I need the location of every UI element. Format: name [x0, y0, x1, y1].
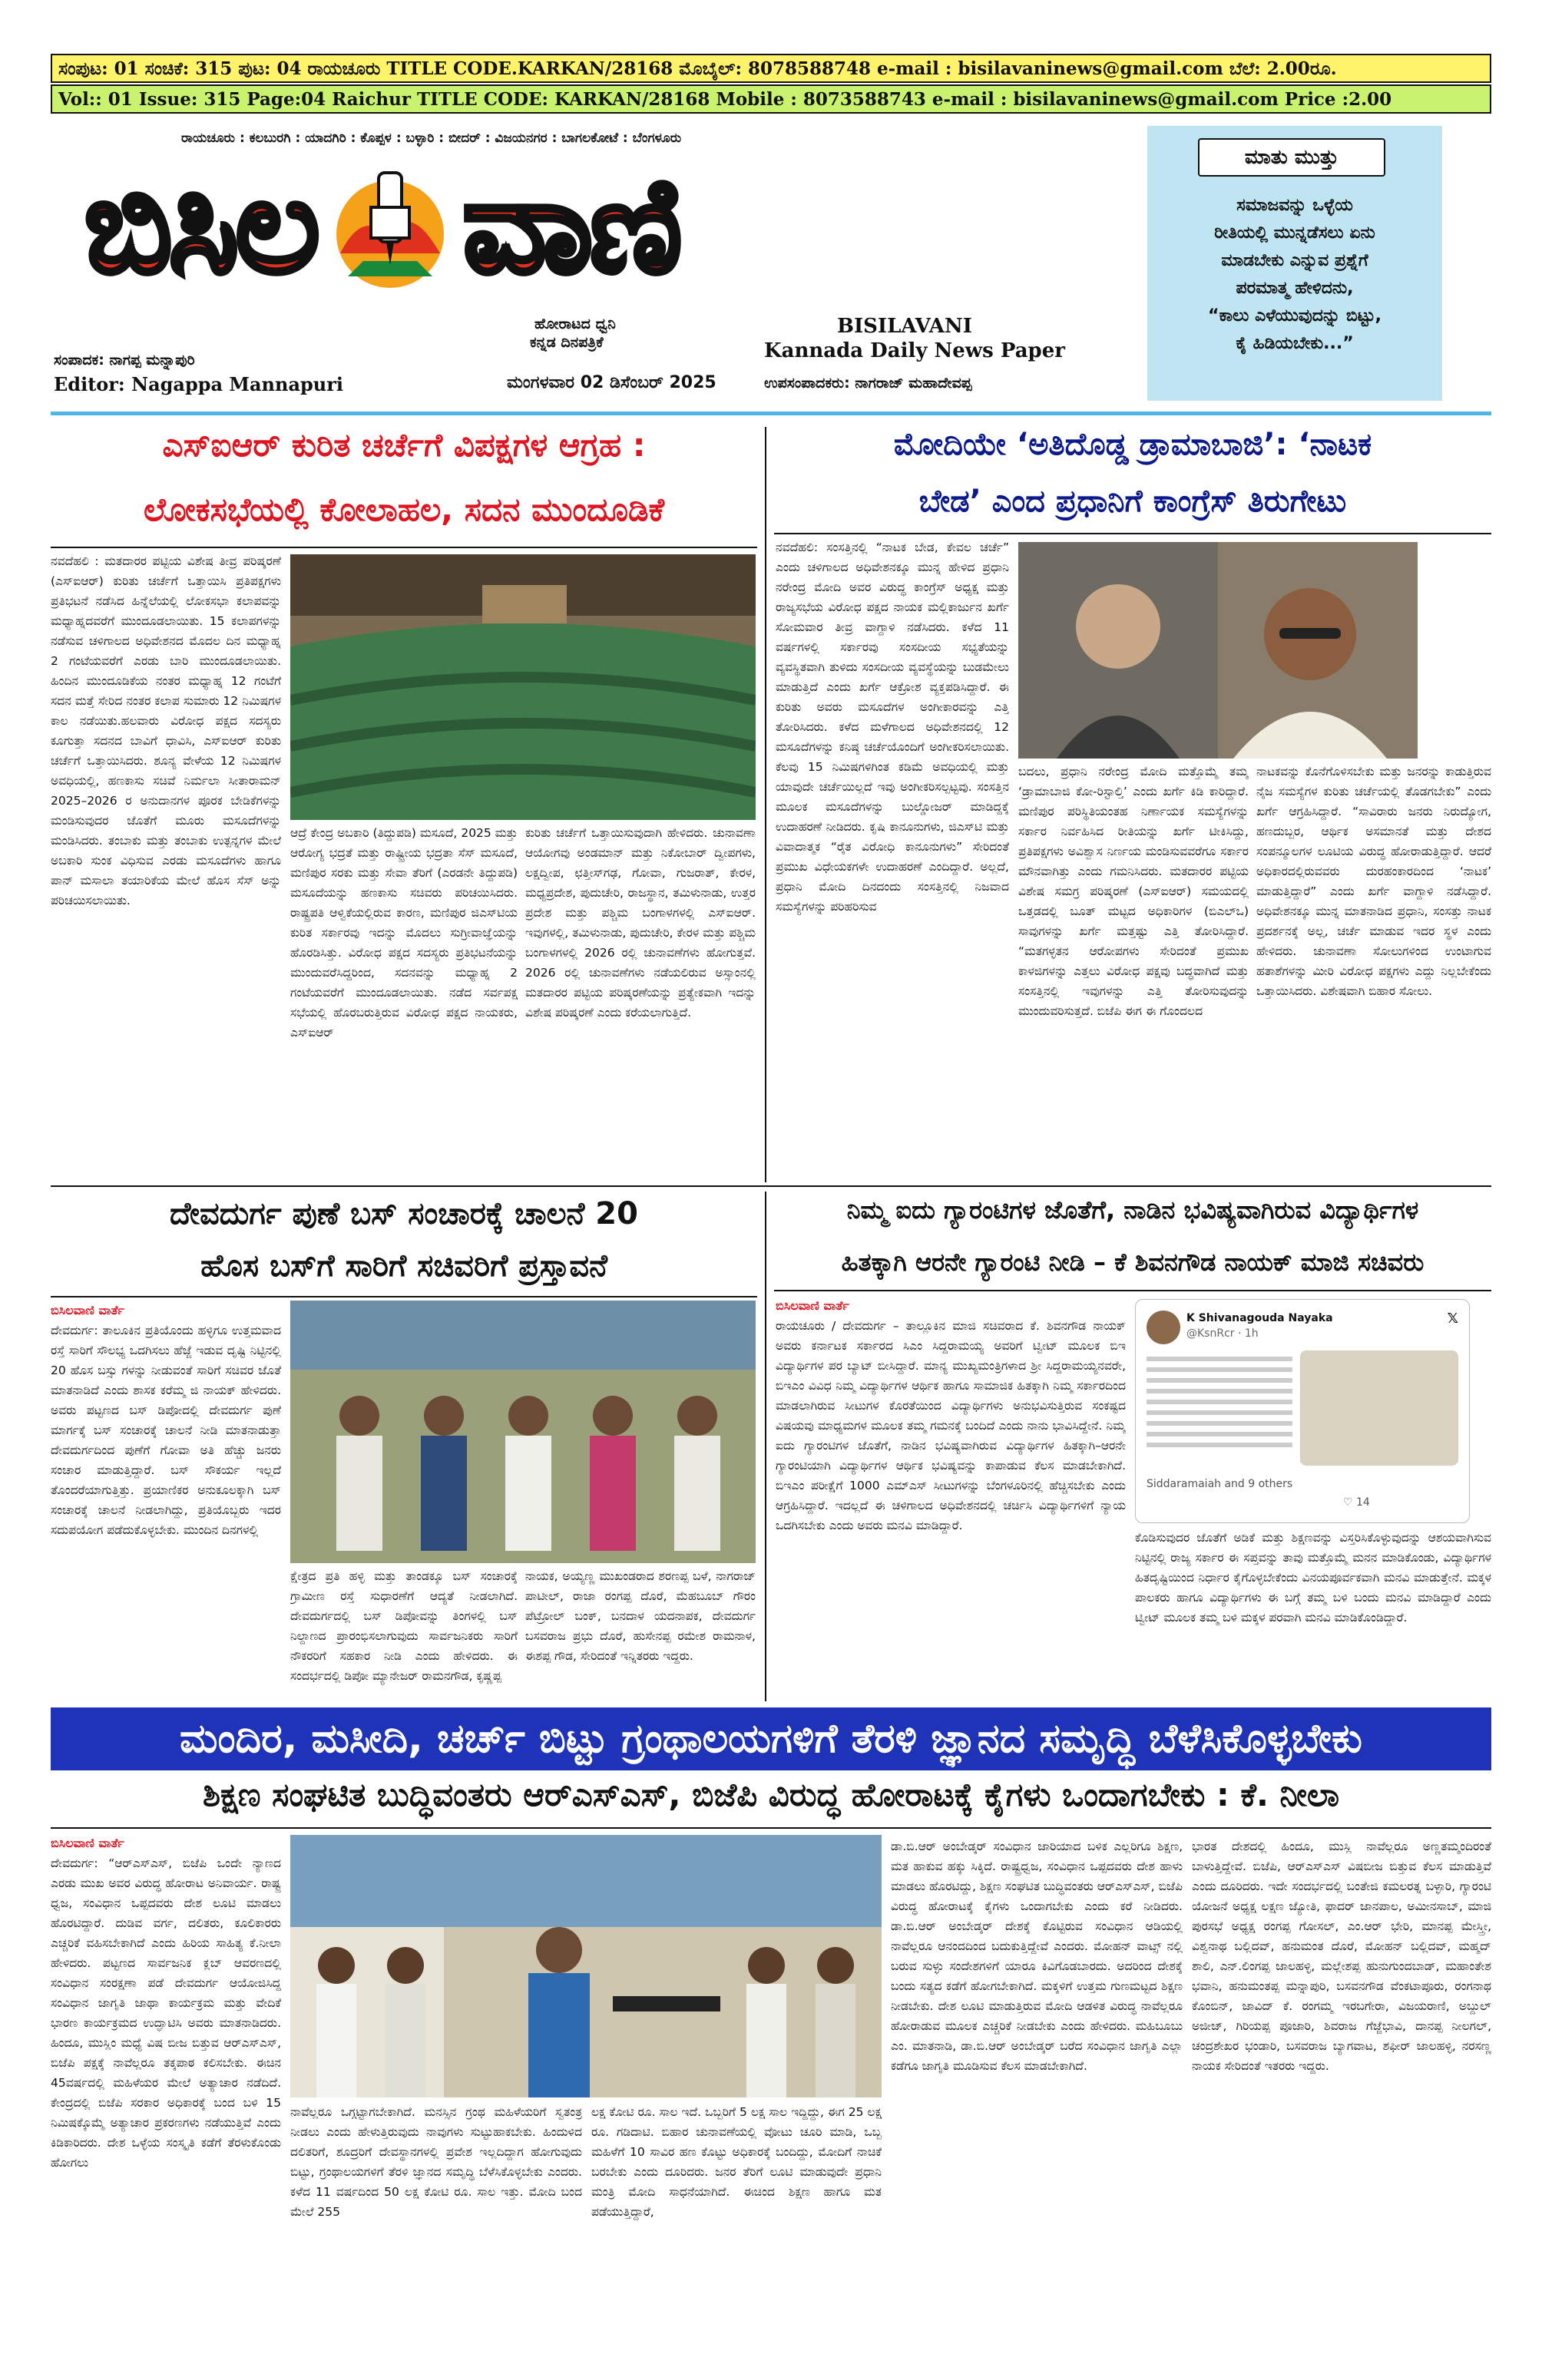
- paper-name-en: BISILAVANI: [837, 315, 972, 338]
- lok-sabha-photo: [290, 554, 756, 820]
- edition-cities: ರಾಯಚೂರು : ಕಲಬುರಗಿ : ಯಾದಗಿರಿ : ಕೊಪ್ಪಳ : ಬಳ್ಳಾರಿ : ಬೀದರ್ : ವಿಜಯನಗರ : ಬಾಗಲಕೋಟೆ : ಬೆಂಗಳೂರು: [181, 131, 682, 146]
- story1-col1: ನವದೆಹಲಿ : ಮತದಾರರ ಪಟ್ಟಿಯ ವಿಶೇಷ ತೀವ್ರ ಪರಿಷ್ಕರಣೆ (ಎಸ್‌ಐಆರ್) ಕುರಿತು ಚರ್ಚೆಗೆ ಒತ್ತಾಯಿಸಿ ಪ್ರತಿಪಕ್ಷಗಳು ಪ್ರತಿಭಟನೆ ನಡೆಸಿದ ಹಿನ್ನೆಲೆಯಲ್ಲಿ ಲೋಕಸಭಾ ಕಲಾಪವನ್ನು ಮಧ್ಯಾಹ್ನದವರೆಗೆ ಮುಂದೂಡಲಾಯಿತು. 15 ಕಲಾಪಗಳನ್ನು ನಡೆಸುವ ಚಳಿಗಾಲದ ಅಧಿವೇಶನದ ಮೊದಲ ದಿನ ಮಧ್ಯಾಹ್ನ 2 ಗಂಟೆಯವರೆಗೆ ಎರಡು ಬಾರಿ ಮುಂದೂಡಲಾಯಿತು. ಹಿಂದಿನ ಮುಂದೂಡಿಕೆಯ ನಂತರ ಮಧ್ಯಾಹ್ನ 12 ಗಂಟೆಗೆ ಸದನ ಮತ್ತೆ ಸೇರಿದ ನಂತರ ಕಲಾಪ ಸುಮಾರು 12 ನಿಮಿಷಗಳ ಕಾಲ ನಡೆಯಿತು.ಹಲವಾರು ವಿರೋಧ ಪಕ್ಷದ ಸದಸ್ಯರು ಕೂಗುತ್ತಾ ಸದನದ ಬಾವಿಗೆ ಧಾವಿಸಿ, ಎಸ್‌ಐಆರ್ ಕುರಿತು ಚರ್ಚೆಗೆ ಒತ್ತಾಯಿಸಿದರು. ಶೂನ್ಯ ವೇಳೆಯ 12 ನಿಮಿಷಗಳ ಅವಧಿಯಲ್ಲಿ, ಹಣಕಾಸು ಸಚಿವೆ ನಿರ್ಮಲಾ ಸೀತಾರಾಮನ್ 2025–2026 ರ ಅನುದಾನಗಳ ಪೂರಕ ಬೇಡಿಕೆಗಳನ್ನು ಮಂಡಿಸುವುದರ ಜೊತೆಗೆ ಮೂರು ಮಸೂದೆಗಳನ್ನು ಮಂಡಿಸಿದರು. ತಂಬಾಕು ಮತ್ತು ತಂಬಾಕು ಉತ್ಪನ್ನಗಳ ಮೇಲೆ ಅಬಕಾರಿ ಸುಂಕ ವಿಧಿಸುವ ಎರಡು ಮಸೂದೆಗಳು ಹಾಗೂ ಪಾನ್ ಮಸಾಲಾ ತಯಾರಿಕೆಯ ಮೇಲೆ ಹೊಸ ಸೆಸ್ ಅನ್ನು ಪರಿಚಯಿಸಲಾಯಿತು.: [51, 554, 281, 907]
- editor-kannada: ಸಂಪಾದಕ: ನಾಗಪ್ಪ ಮನ್ನಾಪುರಿ: [54, 352, 195, 369]
- story4-col1: ರಾಯಚೂರು / ದೇವದುರ್ಗ – ತಾಲ್ಲೂಕಿನ ಮಾಜಿ ಸಚಿವರಾದ ಕೆ. ಶಿವನಗೌಡ ನಾಯಕ್ ಅವರು ಕರ್ನಾಟಕ ಸರ್ಕಾರದ ಸಿಎಂ ಸಿದ್ದರಾಮಯ್ಯ ಅವರಿಗೆ ಟ್ವೀಟ್ ಮೂಲಕ ಬಿಇ ವಿದ್ಯಾರ್ಥಿಗಳ ಪರ ಬ್ಯಾಟ್ ಬೀಸಿದ್ದಾರೆ. ಮಾನ್ಯ ಮುಖ್ಯಮಂತ್ರಿಗಳಾದ ಶ್ರೀ ಸಿದ್ದರಾಮಯ್ಯನವರೇ, ಬಿಇಎಂ ವಿವಿಧ ನಿಮ್ಮ ವಿದ್ಯಾರ್ಥಿಗಳ ಆರ್ಥಿಕ ಹಾಗೂ ಸಾಮಾಜಿಕ ಹಿತಕ್ಕಾಗಿ ನಿಮ್ಮ ಸರ್ಕಾರದಿಂದ ಮಾಡಲಾಗಿರುವ ಸೀಟುಗಳ ಕೊರತೆಯಿಂದ ವಿದ್ಯಾರ್ಥಿಗಳು ಅನುಭವಿಸುತ್ತಿರುವ ಸಂಕಷ್ಟದ ವಿಷಯವು ಮಾಧ್ಯಮಗಳ ಮೂಲಕ ತಮ್ಮ ಗಮನಕ್ಕೆ ಬಂದಿದೆ ಎಂದು ನಾನು ಭಾವಿಸಿದ್ದೇನೆ. ನಿಮ್ಮ ಐದು ಗ್ಯಾರಂಟಿಗಳ ಜೊತೆಗೆ, ನಾಡಿನ ಭವಿಷ್ಯವಾಗಿರುವ ವಿದ್ಯಾರ್ಥಿಗಳ ಹಿತಕ್ಕಾಗಿ–ಆರನೇ ಗ್ಯಾರಂಟಿಯಾಗಿ ವಿದ್ಯಾರ್ಥಿಗಳ ಆರ್ಥಿಕ ಭವಿಷ್ಯವನ್ನು ಕಾಪಾಡುವ ಕೆಲಸ ಮಾಡಬೇಕಾಗಿದೆ. ಬಿಇಎಂ ಪರೀಕ್ಷೆಗೆ 1000 ಎಮ್‌ಎಸ್ ಸೀಟುಗಳನ್ನು ಬೆಂಗಳೂರಿನಲ್ಲಿ ಹೆಚ್ಚಿಸಬೇಕು ಎಂದು ಆಗ್ರಹಿಸಿದ್ದಾರೆ. ಇದಲ್ಲದೆ ಈ ಚಳಿಗಾಲದ ಅಧಿವೇಶನದಲ್ಲಿ ಚರ್ಚಿಸಿ ವಿದ್ಯಾರ್ಥಿಗಳಿಗೆ ನ್ಯಾಯ ಒದಗಿಸಬೇಕು ಎಂದು ಅವರು ಮನವಿ ಮಾಡಿದ್ದಾರೆ.: [776, 1319, 1126, 1532]
- quote-line: ಕೈ ಹಿಡಿಯಬೇಕು...”: [1236, 334, 1354, 353]
- story2-headline2: ಬೇಡ’ ಎಂದ ಪ್ರಧಾನಿಗೆ ಕಾಂಗ್ರೆಸ್ ತಿರುಗೇಟು: [918, 484, 1347, 519]
- speaker-event-icon: [290, 1835, 882, 2097]
- kharge-jairam-photo: [1018, 542, 1418, 759]
- story5-byline: ಬಿಸಿಲವಾಣಿ ವಾರ್ತೆ: [51, 1836, 124, 1850]
- story2-rule: [774, 533, 1491, 534]
- story5-rule: [51, 1827, 1491, 1829]
- story5-headline: ಶಿಕ್ಷಣ ಸಂಘಟಿತ ಬುದ್ಧಿವಂತರು ಆರ್‌ಎಸ್‌ಎಸ್, ಬಿಜೆಪಿ ವಿರುದ್ಧ ಹೋರಾಟಕ್ಕೆ ಕೈಗಳು ಒಂದಾಗಬೇಕು : ಕೆ. ನೀಲಾ: [202, 1776, 1340, 1813]
- story1-rule: [51, 547, 757, 548]
- story5-col4: ಡಾ.ಬಿ.ಆರ್ ಅಂಬೇಡ್ಕರ್ ಸಂವಿಧಾನ ಜಾರಿಯಾದ ಬಳಿಕ ಎಲ್ಲರಿಗೂ ಶಿಕ್ಷಣ, ಮತ ಹಾಕುವ ಹಕ್ಕು ಸಿಕ್ಕಿದೆ. ರಾಷ್ಟ್ರಧ್ವಜ, ಸಂವಿಧಾನ ಒಪ್ಪದವರು ದೇಶ ಹಾಳು ಮಾಡಲು ಹೊರಟಿದ್ದು, ಶಿಕ್ಷಣ ಸಂಘಟಿತ ಬುದ್ಧಿವಂತರು ಆರ್‌ಎಸ್‌ಎಸ್, ಬಿಜೆಪಿ ವಿರುದ್ಧ ಹೋರಾಟಕ್ಕೆ ಕೈಗಳು ಒಂದಾಗಬೇಕು ಎಂದು ಕರೆ ನೀಡಿದರು. ಡಾ.ಬಿ.ಆರ್ ಅಂಬೇಡ್ಕರ್ ದೇಶಕ್ಕೆ ಕೊಟ್ಟಿರುವ ಸಂವಿಧಾನ ಆಡಿಯಲ್ಲಿ ನಾವೆಲ್ಲರೂ ಆನಂದದಿಂದ ಬದುಕುತ್ತಿದ್ದೇವೆ ಎಂದರು. ಮೋಹನ್ ವಾಟ್ಸ್ ನಲ್ಲಿ ಬರುವ ಸುಳ್ಳು ಸಂದೇಶಗಳಿಗೆ ಯಾರೂ ಕಿವಿಗೊಡಬಾರದು. ಅದರಿಂದ ದೇಶಕ್ಕೆ ಬಂದು ಸತ್ಯದ ಕಡೆಗೆ ಹೋಗಬೇಕಾಗಿದೆ. ಮಕ್ಕಳಿಗೆ ಉತ್ತಮ ಗುಣಮಟ್ಟದ ಶಿಕ್ಷಣ ನೀಡಬೇಕು. ದೇಶ ಲೂಟಿ ಮಾಡುತ್ತಿರುವ ಮೋದಿ ಆಡಳಿತ ವಿರುದ್ಧ ನಾವೆಲ್ಲರೂ ಹೋರಾಡುವ ಮೂಲಕ ಎಚ್ಚರಿಕೆ ನೀಡಬೇಕು ಎಂದು ಹೇಳಿದರು. ಮಹಿಬೂಬು ಎಂ. ಮಾತನಾಡಿ, ಡಾ.ಬಿ.ಆರ್ ಅಂಬೇಡ್ಕರ್ ಬರೆದ ಸಂವಿಧಾನ ಜಾಗೃತಿ ಎಲ್ಲಾ ಕಡೆಗೂ ಜಾಗೃತಿ ಮೂಡಿಸುವ ಕೆಲಸ ಮಾಡಬೇಕಾಗಿದೆ.: [891, 1840, 1183, 2073]
- tagline-line1: ಹೋರಾಟದ ಧ್ವನಿ: [534, 316, 616, 332]
- like-count: ♡ 14: [1343, 1496, 1370, 1509]
- quote-line: ಮಾಡಬೇಕು ಎನ್ನುವ ಪ್ರಶ್ನೆಗೆ: [1221, 251, 1368, 270]
- quote-title: ಮಾತು ಮುತ್ತು: [1198, 138, 1385, 177]
- avatar: [1147, 1311, 1180, 1344]
- tweet-author: K Shivanagouda Nayaka: [1186, 1312, 1333, 1324]
- story3-rule: [51, 1296, 757, 1297]
- story3-byline: ಬಿಸಿಲವಾಣಿ ವಾರ್ತೆ: [51, 1303, 124, 1317]
- story1-col2: ಆದ್ರೆ ಕೇಂದ್ರ ಅಬಕಾರಿ (ತಿದ್ದುಪಡಿ) ಮಸೂದೆ, 2025 ಮತ್ತು ಆರೋಗ್ಯ ಭದ್ರತೆ ಮತ್ತು ರಾಷ್ಟ್ರೀಯ ಭದ್ರತಾ ಸೆಸ್ ಮಸೂದೆ, ಮಣಿಪುರ ಸರಕು ಮತ್ತು ಸೇವಾ ತೆರಿಗೆ (ಎರಡನೇ ತಿದ್ದುಪಡಿ) ಮಸೂದೆಯನ್ನು ಹಣಕಾಸು ಸಚಿವರು ಪರಿಚಯಿಸಿದರು. ರಾಷ್ಟ್ರಪತಿ ಆಳ್ವಿಕೆಯಲ್ಲಿರುವ ಕಾರಣ, ಮಣಿಪುರ ಜಿಎಸ್‌ಟಿಯ ಕುರಿತ ಸರ್ಕಾರವು ಇದನ್ನು ಮೊದಲು ಸುಗ್ರೀವಾಜ್ಞೆಯನ್ನು ಹೊರಡಿಸಿತ್ತು. ವಿರೋಧ ಪಕ್ಷದ ಸದಸ್ಯರು ಪ್ರತಿಭಟನೆಯನ್ನು ಮುಂದುವರೆಸಿದ್ದರಿಂದ, ಸದನವನ್ನು ಮಧ್ಯಾಹ್ನ 2 ಗಂಟೆಯವರೆಗೆ ಮುಂದೂಡಲಾಯಿತು. ನಡೆದ ಸರ್ವಪಕ್ಷ ಸಭೆಯಲ್ಲಿ ಹೊರಬರುತ್ತಿರುವ ವಿರೋಧ ಪಕ್ಷದ ನಾಯಕರು, ಎಸ್‌ಐಆರ್: [290, 826, 518, 1040]
- bus-launch-photo: [290, 1301, 756, 1563]
- story3-col3: ನಾಯಕ, ಅಯ್ಯಣ್ಣ ಮುಖಂಡರಾದ ಶರಣಪ್ಪ ಬಳೆ, ನಾಗರಾಜ್ ಪಾಟೀಲ್, ರಾಜಾ ರಂಗಪ್ಪ ದೊರೆ, ಮೆಹಬೂಬ್ ಗೌರಂ ಪೆಟ್ರೋಲ್ ಬಂಕ್, ಬನದಾಳ ಯದನಾಪಕ, ದೇವದುರ್ಗ ಬಸವರಾಜ ಪ್ರಭು ದೊರೆ, ಹುಸೇನಪ್ಪ ರಮೇಶ ರಾಮನಾಳ, ಈಶಪ್ಪ ಗೌಡ, ಸೇರಿದಂತೆ ಇನ್ನಿತರರು ಇದ್ದರು.: [525, 1569, 756, 1663]
- story4-headline2: ಹಿತಕ್ಕಾಗಿ ಆರನೇ ಗ್ಯಾರಂಟಿ ನೀಡಿ – ಕೆ ಶಿವನಗೌಡ ನಾಯಕ್ ಮಾಜಿ ಸಚಿವರು: [841, 1248, 1425, 1277]
- issue-date: ಮಂಗಳವಾರ 02 ಡಿಸೆಂಬರ್ 2025: [507, 373, 716, 392]
- story4-headline1: ನಿಮ್ಮ ಐದು ಗ್ಯಾರಂಟಿಗಳ ಜೊತೆಗೆ, ನಾಡಿನ ಭವಿಷ್ಯವಾಗಿರುವ ವಿದ್ಯಾರ್ಥಿಗಳ: [846, 1195, 1419, 1225]
- story1-headline1: ಎಸ್‌ಐಆರ್ ಕುರಿತ ಚರ್ಚೆಗೆ ವಿಪಕ್ಷಗಳ ಆಗ್ರಹ :: [162, 426, 646, 464]
- story3-col1: ದೇವದುರ್ಗ: ತಾಲೂಕಿನ ಪ್ರತಿಯೊಂದು ಹಳ್ಳಿಗೂ ಉತ್ತಮವಾದ ರಸ್ತೆ ಸಾರಿಗೆ ಸೌಲಭ್ಯ ಒದಗಿಸಲು ಹೆಜ್ಜೆ ಇಡುವ ದೃಷ್ಟಿ ನಿಟ್ಟಿನಲ್ಲಿ 20 ಹೊಸ ಬಸ್ಸು ಗಳನ್ನು ನೀಡುವಂತೆ ಸಾರಿಗೆ ಸಚಿವರ ಜೊತೆ ಮಾತನಾಡಿದೆ ಎಂದು ಶಾಸಕ ಕರೆಮ್ಮ ಜಿ ನಾಯಕ್ ಹೇಳಿದರು. ಅವರು ಪಟ್ಟಣದ ಬಸ್ ಡಿಪೋದಲ್ಲಿ ದೇವದುರ್ಗ ಪುಣೆ ಮಾರ್ಗಕ್ಕೆ ಬಸ್ ಸಂಚಾರಕ್ಕೆ ಚಾಲನೆ ನೀಡಿ ಮಾತನಾಡುತ್ತಾ ದೇವದುರ್ಗದಿಂದ ಪುಣೆಗೆ ಗೋವಾ ಅತಿ ಹೆಚ್ಚು ಜನರು ಸಂಚಾರ ಮಾಡುತ್ತಿದ್ದಾರೆ. ಬಸ್ ಸೌಕರ್ಯ ಇಲ್ಲದೆ ತೊಂದರೆಯಾಗುತ್ತಿತ್ತು. ಪ್ರಯಾಣಿಕರ ಅನುಕೂಲಕ್ಕಾಗಿ ಬಸ್ ಸಂಚಾರಕ್ಕೆ ಚಾಲನೆ ನೀಡಲಾಗಿದ್ದು, ಪ್ರತಿಯೊಬ್ಬರು ಇದರ ಸದುಪಯೋಗ ಪಡೆದುಕೊಳ್ಳಬೇಕು. ಮುಂದಿನ ದಿನಗಳಲ್ಲಿ: [51, 1324, 281, 1537]
- story2-col3: ನಾಟಕವನ್ನು ಕೊನೆಗೊಳಿಸಬೇಕು ಮತ್ತು ಜನರನ್ನು ಕಾಡುತ್ತಿರುವ ನೈಜ ಸಮಸ್ಯೆಗಳ ಕುರಿತು ಚರ್ಚೆಯಲ್ಲಿ ತೊಡಗಬೇಕು” ಎಂದು ಖರ್ಗೆ ಆಗ್ರಹಿಸಿದ್ದಾರೆ. “ಸಾವಿರಾರು ಜನರು ನಿರುದ್ಯೋಗ, ಹಣದುಬ್ಬರ, ಆರ್ಥಿಕ ಅಸಮಾನತೆ ಮತ್ತು ದೇಶದ ಸಂಪನ್ಮೂಲಗಳ ಲೂಟಿಯ ವಿರುದ್ಧ ಹೋರಾಡುತ್ತಿದ್ದಾರೆ. ಆದರೆ ಅಧಿಕಾರದಲ್ಲಿರುವವರು ದುರಹಂಕಾರದಿಂದ ‘ನಾಟಕ’ ಮಾಡುತ್ತಿದ್ದಾರೆ” ಎಂದು ಖರ್ಗೆ ವಾಗ್ದಾಳಿ ನಡೆಸಿದ್ದಾರೆ. ಅಧಿವೇಶನಕ್ಕೂ ಮುನ್ನ ಮಾತನಾಡಿದ ಪ್ರಧಾನಿ, ಸಂಸತ್ತು ನಾಟಕ ಪ್ರದರ್ಶನಕ್ಕೆ ಅಲ್ಲ, ಚರ್ಚೆ ಮಾಡುವ ಇದರ ಸ್ಥಳ ಎಂದು ಹೇಳಿದರು. ಚುನಾವಣಾ ಸೋಲುಗಳಿಂದ ಉಂಟಾಗುವ ಹತಾಶೆಗಳನ್ನು ಮೀರಿ ವಿರೋಧ ಪಕ್ಷಗಳು ಎದ್ದು ನಿಲ್ಲಬೇಕೆಂದು ಒತ್ತಾಯಿಸಿದರು. ವಿಶೇಷವಾಗಿ ಬಿಹಾರ ಸೋಲು.: [1256, 765, 1491, 998]
- editor-english: Editor: Nagappa Mannapuri: [54, 373, 343, 395]
- masthead-title-right: ವಾಣಿ: [462, 150, 680, 302]
- quote-line: ಪರಮಾತ್ಮ ಹೇಳಿದನು,: [1236, 279, 1354, 298]
- masthead-title-left: ಬಿಸಿಲ: [84, 150, 317, 302]
- tagline-line2: ಕನ್ನಡ ದಿನಪತ್ರಿಕೆ: [530, 334, 604, 351]
- story5-col2: ನಾವೆಲ್ಲರೂ ಒಗ್ಗಟ್ಟಾಗಬೇಕಾಗಿದೆ. ಮನಸ್ಸಿನ ಗ್ರಂಥ ಮಹಿಳೆಯರಿಗೆ ಸ್ವತಂತ್ರ ನೀಡಲು ಎಂದು ಹೇಳುತ್ತಿರುವುದು ನಾವುಗಳು ಸುಟ್ಟುಹಾಕಬೇಕು. ಹಿಂದುಳಿದ ದಲಿತರಿಗೆ, ಶೂದ್ರರಿಗೆ ದೇವಸ್ಥಾನಗಳಲ್ಲಿ ಪ್ರವೇಶ ಇಲ್ಲದಿದ್ದಾಗ ಹೋಗುವುದು ಬಿಟ್ಟು, ಗ್ರಂಥಾಲಯಗಳಿಗೆ ತೆರಳಿ ಜ್ಞಾನದ ಸಮೃದ್ಧಿ ಬೆಳೆಸಿಕೊಳ್ಳಬೇಕು ಎಂದರು. ಕಳೆದ 11 ವರ್ಷದಿಂದ 50 ಲಕ್ಷ ಕೋಟಿ ರೂ. ಸಾಲ ಇತ್ತು. ಮೋದಿ ಬಂದ ಮೇಲೆ 255: [290, 2105, 582, 2219]
- story2-headline1: ಮೋದಿಯೇ ‘ಅತಿದೊಡ್ಡ ಡ್ರಾಮಾಬಾಜಿ’: ‘ನಾಟಕ: [893, 427, 1372, 462]
- story3-col2: ಕ್ಷೇತ್ರದ ಪ್ರತಿ ಹಳ್ಳಿ ಮತ್ತು ತಾಂಡಕ್ಕೂ ಬಸ್ ಸಂಚಾರಕ್ಕೆ ಗ್ರಾಮೀಣ ರಸ್ತೆ ಸುಧಾರಣೆಗೆ ಆದ್ಯತೆ ನೀಡಲಾಗಿದೆ. ದೇವದುರ್ಗದಲ್ಲಿ ಬಸ್ ಡಿಪೋವನ್ನು ತಿಂಗಳಲ್ಲಿ ಬಸ್ ನಿಲ್ದಾಣದ ಪ್ರಾರಂಭಿಸಲಾಗುವುದು ಸಾರ್ವಜನಿಕರು ಸಾರಿಗೆ ನೌಕರರಿಗೆ ಸಹಕಾರ ನೀಡಿ ಎಂದು ಹೇಳಿದರು. ಈ ಸಂದರ್ಭದಲ್ಲಿ ಡಿಪೋ ಮ್ಯಾನೇಜರ್ ರಾಮನಗೌಡ, ಕೃಷ್ಣಪ್ಪ: [290, 1569, 518, 1683]
- story2-col2: ಬದಲು, ಪ್ರಧಾನಿ ನರೇಂದ್ರ ಮೋದಿ ಮತ್ತೊಮ್ಮೆ ತಮ್ಮ ‘ಡ್ರಾಮಾಬಾಜಿ ಕೋ-ರಿಸ್ಟಾಲ್ತಿ’ ಎಂದು ಖರ್ಗೆ ಕಿಡಿ ಕಾರಿದ್ದಾರೆ. ಮಣಿಪುರ ಪರಿಸ್ಥಿತಿಯಂತಹ ನಿರ್ಣಾಯಕ ಸಮಸ್ಯೆಗಳನ್ನು ಸರ್ಕಾರ ನಿರ್ವಹಿಸಿದ ರೀತಿಯನ್ನು ಖರ್ಗೆ ಟೀಕಿಸಿದ್ದು, ಪ್ರತಿಪಕ್ಷಗಳು ಅವಿಶ್ವಾಸ ನಿರ್ಣಯ ಮಂಡಿಸುವವರೆಗೂ ಸರ್ಕಾರ ಮೌನವಾಗಿತ್ತು ಎಂದು ಗಮನಿಸಿದರು. ಮತದಾರರ ಪಟ್ಟಿಯ ವಿಶೇಷ ಸಮಗ್ರ ಪರಿಷ್ಕರಣೆ (ಎಸ್‌ಐಆರ್) ಸಮಯದಲ್ಲಿ ಒತ್ತಡದಲ್ಲಿ ಬೂತ್ ಮಟ್ಟದ ಅಧಿಕಾರಿಗಳ (ಬಿಎಲ್‌ಒ) ಸಾವುಗಳನ್ನು ಖರ್ಗೆ ಮತ್ತಷ್ಟು ಎತ್ತಿ ತೋರಿಸಿದ್ದಾರೆ. “ಮತಗಳ್ಳತನ ಆರೋಪಗಳು ಸೇರಿದಂತೆ ಪ್ರಮುಖ ಕಾಳಜಿಗಳನ್ನು ಎತ್ತಲು ವಿರೋಧ ಪಕ್ಷವು ಬದ್ಧವಾಗಿದೆ ಮತ್ತು ಸಂಸತ್ತಿನಲ್ಲಿ ಇವುಗಳನ್ನು ಎತ್ತಿ ತೋರಿಸುವುದನ್ನು ಮುಂದುವರಿಸುತ್ತದೆ. ಬಿಜೆಪಿ ಈಗ ಈ ಗೊಂದಲದ: [1018, 765, 1249, 1018]
- tweet-text-lines: [1147, 1350, 1292, 1466]
- story5-col5: ಭಾರತ ದೇಶದಲ್ಲಿ ಹಿಂದೂ, ಮುಸ್ಲಿ ನಾವೆಲ್ಲರೂ ಅಣ್ಣತಮ್ಮಂದಿರಂತೆ ಬಾಳುತ್ತಿದ್ದೇವೆ. ಬಿಜೆಪಿ, ಆರ್‌ಎಸ್‌ಎಸ್ ವಿಷಬೀಜ ಬಿತ್ತುವ ಕೆಲಸ ಮಾಡುತ್ತಿವೆ ಎಂದು ದೂರಿದರು. ಇದೇ ಸಂದರ್ಭದಲ್ಲಿ ಬಂತೇಜಿ ಕಮಲರತ್ನ ಬಳ್ಳಾರಿ, ಗ್ಯಾರಂಟಿ ಯೋಜನೆ ಅಧ್ಯಕ್ಷ ಲಕ್ಷಣ ಜ್ಯೋತಿ, ಫಾದರ್ ಜಾನಪಾಲ, ಅಮೀನಸಾಬ್, ಮಾಜಿ ಪುರಸಭೆ ಅಧ್ಯಕ್ಷ ರಂಗಪ್ಪ ಗೋಸಲ್, ಎಂ.ಆರ್ ಭೇರಿ, ಮಾನಪ್ಪ ಮೇಸ್ತ್ರೀ, ವಿಶ್ವನಾಥ ಬಲ್ಲಿದವ್, ಹನುಮಂತ ದೊರೆ, ಮೋಹನ್ ಬಲ್ಲಿದವ್, ಮಹ್ಮದ್ ಶಾಲಿ, ಎನ್.ಲಿಂಗಪ್ಪ ಜಾಲಹಳ್ಳಿ, ಮಲ್ಲೇಶಪ್ಪ ಹುನುಗುಂದಬಾಡ್, ಮಹಾಂತೇಶ ಭವಾನಿ, ಹನುಮಂತಪ್ಪ ಮನ್ನಾಪುರಿ, ಬಸವನಗೌಡ ವೆಂಕಟಾಪೂರು, ರಂಗನಾಥ ಕೊಂಬಿನ್, ಜಾವಿದ್ ಕೆ. ರಂಗಮ್ಮ ಇರಬಗೇರಾ, ವಿಜಯರಾಣಿ, ಅಬ್ದುಲ್ ಅಜೀಜ್, ಗಿರಿಯಪ್ಪ ಪೂಜಾರಿ, ಶಿವರಾಜ ಗೆಜ್ಜೆಭಾವಿ, ದಾನಪ್ಪ ನೀಲಗಲ್, ಚಂದ್ರಶೇಖರ ಭಂಡಾರಿ, ಬಸವರಾಜ ಬ್ಯಾಗವಾಟ, ಶಫೀರ್ ಜಾಲಹಳ್ಳಿ, ನರಸಣ್ಣ ನಾಯಕ ಸೇರಿದಂತೆ ಇತರರು ಇದ್ದರು.: [1192, 1840, 1491, 2073]
- info-bar-kannada: ಸಂಪುಟ: 01 ಸಂಚಿಕೆ: 315 ಪುಟ: 04 ರಾಯಚೂರು TITLE CODE.KARKAN/28168 ಮೊಬೈಲ್: 8078588748 e-mail : bisilavaninews@gmail.com ಬೆಲೆ: 2.00ರೂ.: [51, 54, 1491, 83]
- crowd-ceremony-icon: [290, 1301, 756, 1563]
- sub-editor: ಉಪಸಂಪಾದಕರು: ನಾಗರಾಜ್ ಮಹಾದೇವಪ್ಪ: [764, 375, 972, 392]
- story4-col2: ಕೊಡಿಸುವುದರ ಜೊತೆಗೆ ಅಡಿಕೆ ಮತ್ತು ಶಿಕ್ಷಣವನ್ನು ವಿಸ್ತರಿಸಿಕೊಳ್ಳುವುದನ್ನು ಆಶಯವಾಗಿಸುವ ನಿಟ್ಟಿನಲ್ಲಿ ರಾಜ್ಯ ಸರ್ಕಾರ ಈ ಸಪ್ತವನ್ನು ತಾವು ಮತ್ತೊಮ್ಮೆ ಮನನ ಮಾಡಿಕೊಂಡು, ವಿದ್ಯಾರ್ಥಿಗಳ ಹಿತದೃಷ್ಟಿಯಿಂದ ನಿರ್ಧಾರ ಕೈಗೊಳ್ಳಬೇಕೆಂದು ವಿನಯಪೂರ್ವಕವಾಗಿ ಮನವಿ ಮಾಡುತ್ತೇನೆ. ಮಕ್ಕಳ ಪಾಲಕರು ಹಾಗೂ ವಿದ್ಯಾರ್ಥಿಗಳು ಈ ಬಗ್ಗೆ ತಮ್ಮ ಬಳಿ ಬಂದು ಮನವಿ ಮಾಡಿದ್ದಾರೆ ಎಂದು ಟ್ವೀಟ್ ಮೂಲಕ ತಮ್ಮ ಬಳಿ ಮಕ್ಕಳ ಪರವಾಗಿ ಮನವಿ ಮಾಡಿಕೊಂಡಿದ್ದಾರೆ.: [1135, 1531, 1491, 1625]
- tweet-image: [1300, 1350, 1458, 1466]
- tweet-tagged: Siddaramaiah and 9 others: [1147, 1478, 1293, 1490]
- quote-text: [1156, 192, 1433, 358]
- headline-banner: ಮಂದಿರ, ಮಸೀದಿ, ಚರ್ಚ್ ಬಿಟ್ಟು ಗ್ರಂಥಾಲಯಗಳಿಗೆ ತೆರಳಿ ಜ್ಞಾನದ ಸಮೃದ್ಧಿ ಬೆಳೆಸಿಕೊಳ್ಳಬೇಕು: [51, 1707, 1491, 1770]
- parliament-hall-icon: [290, 554, 756, 820]
- quote-line: ರೀತಿಯಲ್ಲಿ ಮುನ್ನಡೆಸಲು ಏನು: [1214, 223, 1375, 243]
- masthead-rule: [51, 412, 1491, 415]
- k-neela-event-photo: [290, 1835, 882, 2097]
- section-divider: [51, 1185, 1491, 1187]
- story3-headline2: ಹೊಸ ಬಸ್‌ಗೆ ಸಾರಿಗೆ ಸಚಿವರಿಗೆ ಪ್ರಸ್ತಾವನೆ: [200, 1248, 607, 1284]
- story5-col3: ಲಕ್ಷ ಕೋಟಿ ರೂ. ಸಾಲ ಇದೆ. ಒಬ್ಬರಿಗೆ 5 ಲಕ್ಷ ಸಾಲ ಇದ್ದಿದ್ದು, ಈಗ 25 ಲಕ್ಷ ರೂ. ಗಡಿದಾಟಿ. ಬಿಹಾರ ಚುನಾವಣೆಯಲ್ಲಿ ವೋಟು ಚೂರಿ ಮಾಡಿ, ಒಬ್ಬ ಮಹಿಳೆಗೆ 10 ಸಾವಿರ ಹಣ ಕೊಟ್ಟು ಅಧಿಕಾರಕ್ಕೆ ಬಂದಿದ್ದು, ಮೋದಿಗೆ ನಾಚಿಕೆ ಬರಬೇಕು ಎಂದು ದೂರಿದರು. ಜನರ ತೆರಿಗೆ ಲೂಟಿ ಮಾಡುವುದೇ ಪ್ರಧಾನಿ ಮಂತ್ರಿ ಮೋದಿ ಸಾಧನೆಯಾಗಿದೆ. ಈಚಿಂದ ಶಿಕ್ಷಣ ಹಾಗೂ ಮತ ಪಡೆಯುತ್ತಿದ್ದಾರೆ,: [591, 2105, 882, 2219]
- column-divider: [765, 427, 766, 1182]
- paper-subtitle-en: Kannada Daily News Paper: [764, 339, 1065, 362]
- story1-col3: ಕುರಿತು ಚರ್ಚೆಗೆ ಒತ್ತಾಯಿಸುವುದಾಗಿ ಹೇಳಿದರು. ಚುನಾವಣಾ ಆಯೋಗವು ಅಂಡಮಾನ್ ಮತ್ತು ನಿಕೋಬಾರ್ ದ್ವೀಪಗಳು, ಲಕ್ಷದ್ವೀಪ, ಛತ್ತೀಸ್‌ಗಢ, ಗೋವಾ, ಗುಜರಾತ್, ಕೇರಳ, ಮಧ್ಯಪ್ರದೇಶ, ಪುದುಚೇರಿ, ರಾಜಸ್ಥಾನ, ತಮಿಳುನಾಡು, ಉತ್ತರ ಪ್ರದೇಶ ಮತ್ತು ಪಶ್ಚಿಮ ಬಂಗಾಳಗಳಲ್ಲಿ ಎಸ್‌ಐಆರ್. ಇವುಗಳಲ್ಲಿ, ತಮಿಳುನಾಡು, ಪುದುಚೇರಿ, ಕೇರಳ ಮತ್ತು ಪಶ್ಚಿಮ ಬಂಗಾಳಗಳಲ್ಲಿ 2026 ರಲ್ಲಿ ಚುನಾವಣೆಗಳು ಹೋಗುತ್ತವೆ. 2026 ರಲ್ಲಿ ಚುನಾವಣೆಗಳು ನಡೆಯಲಿರುವ ಅಸ್ಸಾಂನಲ್ಲಿ ಮತದಾರರ ಪಟ್ಟಿಯ ಪರಿಷ್ಕರಣೆಯನ್ನು ಪ್ರತ್ಯೇಕವಾಗಿ ಇದನ್ನು ವಿಶೇಷ ಪರಿಷ್ಕರಣೆ ಎಂದು ಕರೆಯಲಾಗುತ್ತಿದೆ.: [525, 826, 756, 1020]
- tagline: [530, 315, 616, 352]
- column-divider: [765, 1192, 766, 1701]
- story5-col1: ದೇವದುರ್ಗ: “ಆರ್‌ಎಸ್‌ಎಸ್, ಬಿಜೆಪಿ ಒಂದೇ ನ್ಯಾಣದ ಎರಡು ಮುಖ ಅವರ ವಿರುದ್ಧ ಹೋರಾಟ ಅನಿವಾರ್ಯ. ರಾಷ್ಟ್ರ ಧ್ವಜ, ಸಂವಿಧಾನ ಒಪ್ಪದವರು ದೇಶ ಲೂಟಿ ಮಾಡಲು ಹೊರಟಿದ್ದಾರೆ. ದುಡಿವ ವರ್ಗ, ದಲಿತರು, ಕೂಲಿಕಾರರು ಎಚ್ಚರಿಕೆ ವಹಿಸಬೇಕಾಗಿದೆ ಎಂದು ಹಿರಿಯ ಸಾಹಿತ್ಯ ಕೆ.ನೀಲಾ ಹೇಳಿದರು. ಪಟ್ಟಣದ ಸಾರ್ವಜನಿಕ ಕ್ಲಬ್ ಆವರಣದಲ್ಲಿ ಸಂವಿಧಾನ ಸಂರಕ್ಷಣಾ ಪಡೆ ದೇವದುರ್ಗ ಆಯೋಜಿಸಿದ್ದ ಸಂವಿಧಾನ ಜಾಗೃತಿ ಜಾಥಾ ಕಾರ್ಯಕ್ರಮ ಮತ್ತು ವೇದಿಕೆ ಭಾರಣ ಕಾರ್ಯಕ್ರಮದ ಉದ್ಘಾಟಿಸಿ ಅವರು ಮಾತನಾಡಿದರು. ಹಿಂದೂ, ಮುಸ್ಲಿಂ ಮಧ್ಯೆ ವಿಷ ಬೀಜ ಬಿತ್ತುವ ಆರ್‌ಎಸ್‌ಎಸ್, ಬಿಜೆಪಿ ಪಕ್ಷಕ್ಕೆ ನಾವೆಲ್ಲರೂ ತಕ್ಕಪಾಠ ಕಲಿಸಬೇಕು. ಈಚಿನ 45ವರ್ಷದಲ್ಲಿ ಮಹಿಳೆಯರ ಮೇಲೆ ಅತ್ಯಾಚಾರ ನಡೆದಿದೆ. ಕೇಂದ್ರದಲ್ಲಿ ಬಿಜೆಪಿ ಸರಕಾರ ಅಧಿಕಾರಕ್ಕೆ ಬಂದ ಬಳಿ 15 ನಿಮಿಷಕ್ಕೊಮ್ಮೆ ಅತ್ಯಾಚಾರ ಪ್ರಕರಣಗಳು ನಡೆಯುತ್ತಿವೆ ಎಂದು ಕಿಡಿಕಾರಿದರು. ದೇಶ ಒಳ್ಳೆಯ ಸಂಸ್ಕೃತಿ ಕಡೆಗೆ ತೆರಳುಕೊಂಡು ಹೋಗಲು: [51, 1856, 281, 2170]
- x-logo-icon: 𝕏: [1447, 1311, 1458, 1327]
- story4-rule: [774, 1290, 1491, 1291]
- fist-pen-emblem-icon: [325, 161, 455, 292]
- quote-line: ಸಮಾಜವನ್ನು ಒಳ್ಳೆಯ: [1236, 196, 1353, 215]
- portrait-icon: [1018, 542, 1418, 759]
- story4-byline: ಬಿಸಿಲವಾಣಿ ವಾರ್ತೆ: [776, 1298, 849, 1313]
- masthead: [84, 150, 1090, 302]
- tweet-card: [1135, 1299, 1470, 1523]
- info-bar-english: Vol:: 01 Issue: 315 Page:04 Raichur TITLE CODE: KARKAN/28168 Mobile : 8073588743 e-mail : bisilavaninews@gmail.com Price :2.00: [51, 84, 1491, 114]
- like-count-value: 14: [1356, 1496, 1370, 1509]
- quote-line: “ಕಾಲು ಎಳೆಯುವುದನ್ನು ಬಿಟ್ಟು,: [1208, 306, 1382, 326]
- tweet-handle: @KsnRcr · 1h: [1186, 1327, 1259, 1340]
- story3-headline1: ದೇವದುರ್ಗ ಪುಣೆ ಬಸ್ ಸಂಚಾರಕ್ಕೆ ಚಾಲನೆ 20: [170, 1196, 638, 1231]
- story2-col1: ನವದೆಹಲಿ: ಸಂಸತ್ತಿನಲ್ಲಿ “ನಾಟಕ ಬೇಡ, ಕೇವಲ ಚರ್ಚೆ” ಎಂದು ಚಳಿಗಾಲದ ಅಧಿವೇಶನಕ್ಕೂ ಮುನ್ನ ಹೇಳಿದ ಪ್ರಧಾನಿ ನರೇಂದ್ರ ಮೋದಿ ಅವರ ವಿರುದ್ಧ ಕಾಂಗ್ರೆಸ್ ಅಧ್ಯಕ್ಷ ಮತ್ತು ರಾಜ್ಯಸಭೆಯ ವಿರೋಧ ಪಕ್ಷದ ನಾಯಕ ಮಲ್ಲಿಕಾರ್ಜುನ ಖರ್ಗೆ ಸೋಮವಾರ ತೀವ್ರ ವಾಗ್ದಾಳಿ ನಡೆಸಿದರು. ಕಳೆದ 11 ವರ್ಷಗಳಲ್ಲಿ ಸರ್ಕಾರವು ಸಂಸದೀಯ ಸಭ್ಯತೆಯನ್ನು ವ್ಯವಸ್ಥಿತವಾಗಿ ತುಳಿದು ಸಂಸದೀಯ ವ್ಯವಸ್ಥೆಯನ್ನು ಬುಡಮೇಲು ಮಾಡುತ್ತಿದೆ ಎಂದು ಖರ್ಗೆ ಆಕ್ರೋಶ ವ್ಯಕ್ತಪಡಿಸಿದ್ದಾರೆ. ಈ ಕುರಿತು ಅವರು ಮಸೂದೆಗಳ ಅಂಗೀಕಾರವನ್ನು ಎತ್ತಿ ತೋರಿಸಿದರು. ಕಳೆದ ಮಳೆಗಾಲದ ಅಧಿವೇಶನದಲ್ಲಿ 12 ಮಸೂದೆಗಳನ್ನು ಕನಿಷ್ಠ ಚರ್ಚೆಯೊಂದಿಗೆ ಅಂಗೀಕರಿಸಲಾಯಿತು. ಕೆಲವು 15 ನಿಮಿಷಗಳಿಗಿಂತ ಕಡಿಮೆ ಅವಧಿಯಲ್ಲಿ ಮತ್ತು ಯಾವುದೇ ಚರ್ಚೆಯಿಲ್ಲದೆ ಇವು ಅಂಗೀಕರಿಸಲ್ಪಟ್ಟವು. ಸಂಸತ್ತಿನ ಮೂಲಕ ಮಸೂದೆಗಳನ್ನು ಬುಲ್ಡೋಜರ್ ಮಾಡಿದ್ದಕ್ಕೆ ಉದಾಹರಣೆ ನೀಡಿದರು. ಕೃಷಿ ಕಾನೂನುಗಳು, ಜಿಎಸ್‌ಟಿ ಮತ್ತು ವಿವಾದಾತ್ಮಕ “ರೈತ ವಿರೋಧಿ ಕಾನೂನುಗಳು” ಸೇರಿದಂತೆ ಪ್ರಮುಖ ವಿಧೇಯಕಗಳೇ ಉದಾಹರಣೆ ಎಂದಿದ್ದಾರೆ. ಅಲ್ಲದೆ, ಪ್ರಧಾನಿ ಮೋದಿ ದಿನದಂದು ಸಂಸತ್ತಿನಲ್ಲಿ ನಿಜವಾದ ಸಮಸ್ಯೆಗಳನ್ನು ಪರಿಹರಿಸುವ: [776, 540, 1009, 914]
- story1-headline2: ಲೋಕಸಭೆಯಲ್ಲಿ ಕೋಲಾಹಲ, ಸದನ ಮುಂದೂಡಿಕೆ: [143, 491, 665, 528]
